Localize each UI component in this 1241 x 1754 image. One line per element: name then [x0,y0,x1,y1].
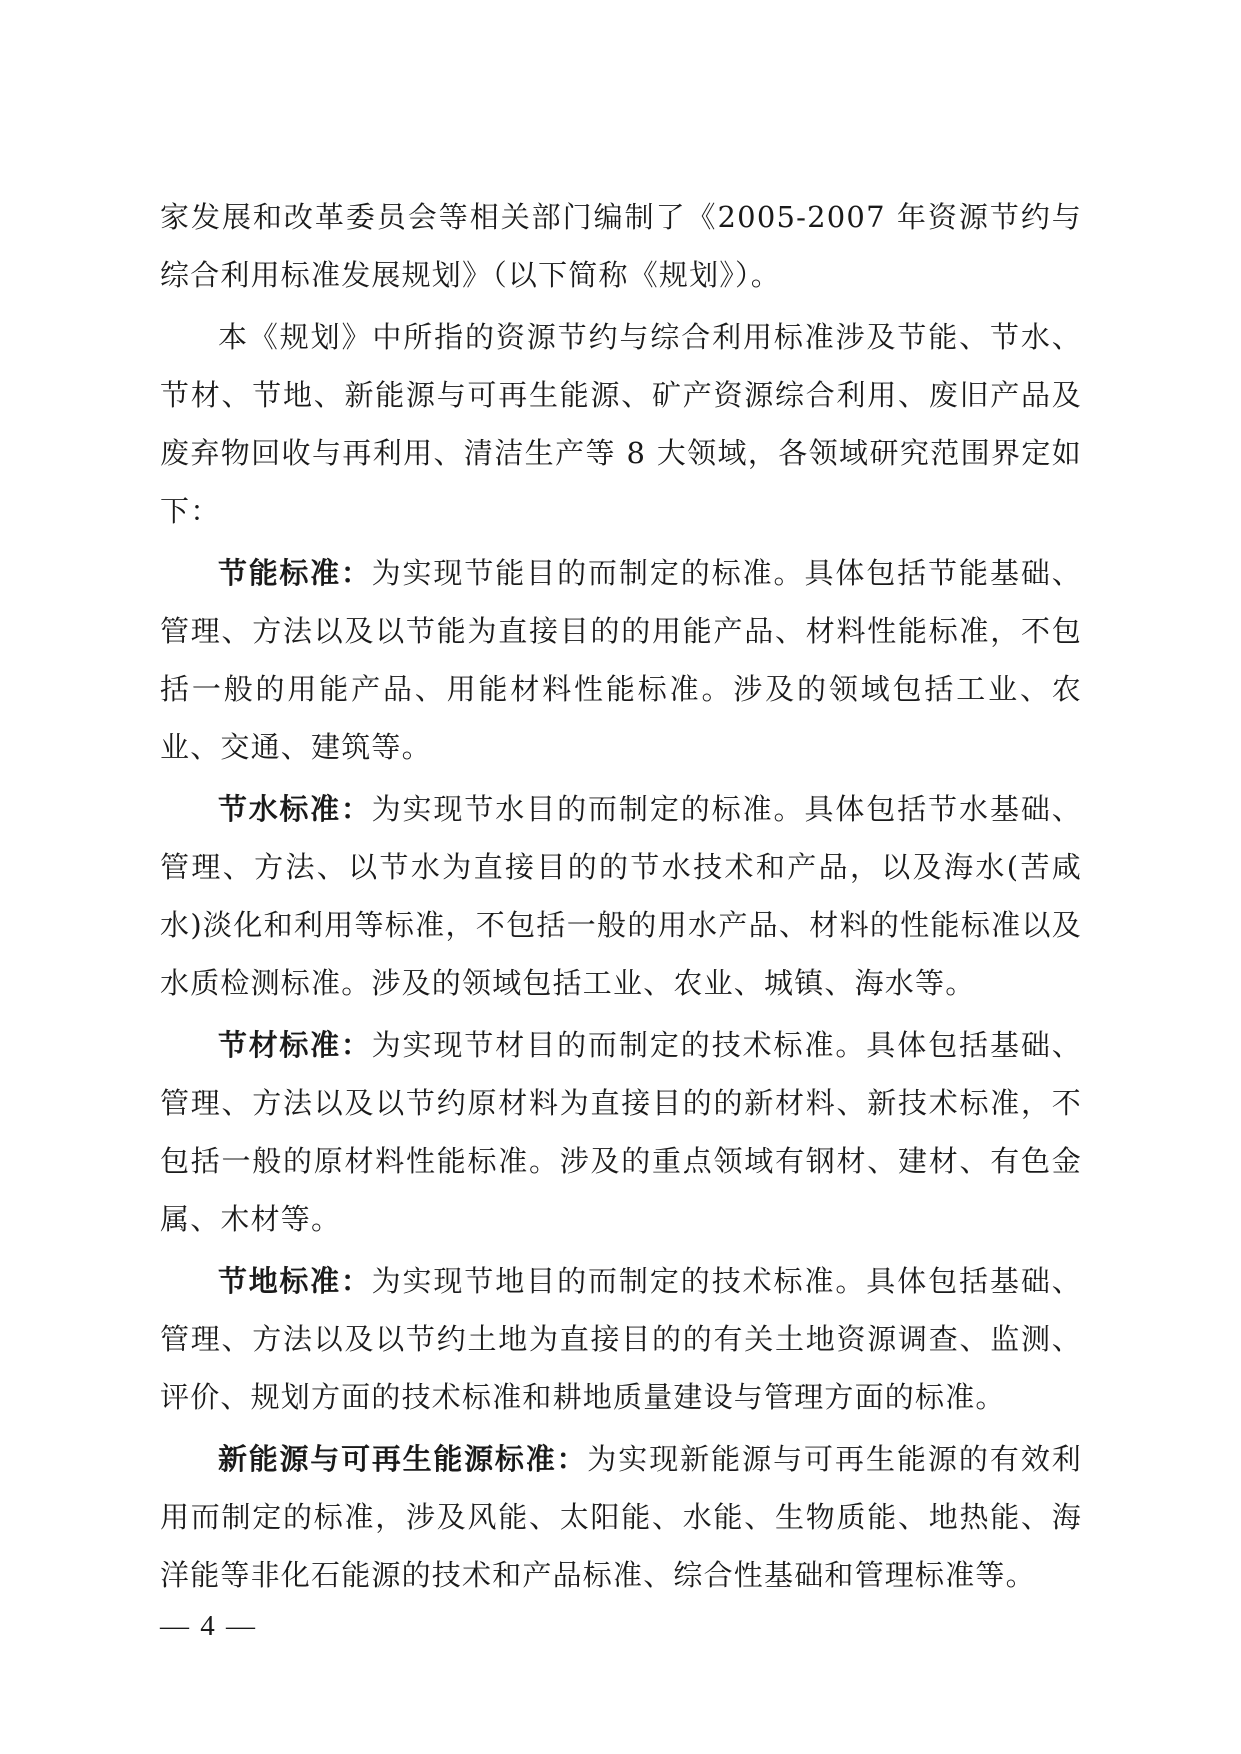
paragraph-text: 为实现节水目的而制定的标准。具体包括节水基础、管理、方法、以节水为直接目的的节水技术和产品，以及海水(苦咸水)淡化和利用等标准，不包括一般的用水产品、材料的性能标准以及水质检测标准。涉及的领域包括工业、农业、城镇、海水等。 [160,792,1082,1000]
paragraph-text: 为实现节能目的而制定的标准。具体包括节能基础、管理、方法以及以节能为直接目的的用能产品、材料性能标准，不包括一般的用能产品、用能材料性能标准。涉及的领域包括工业、农业、交通、建筑等。 [160,556,1082,764]
paragraph-continuation [160,188,1082,304]
paragraph-energy-saving [160,544,1082,776]
paragraph-scope [160,308,1082,540]
body-text [160,188,1082,1604]
paragraph-text: 为实现节材目的而制定的技术标准。具体包括基础、管理、方法以及以节约原材料为直接目的的新材料、新技术标准，不包括一般的原材料性能标准。涉及的重点领域有钢材、建材、有色金属、木材等。 [160,1028,1082,1236]
term-heading: 新能源与可再生能源标准： [218,1442,588,1476]
paragraph-text: 本《规划》中所指的资源节约与综合利用标准涉及节能、节水、节材、节地、新能源与可再生能源、矿产资源综合利用、废旧产品及废弃物回收与再利用、清洁生产等 8 大领域，各领域研究范围界定如下： [160,320,1082,528]
term-heading: 节材标准： [218,1028,372,1062]
paragraph-water-saving [160,780,1082,1012]
term-heading: 节地标准： [218,1264,372,1298]
paragraph-text: 为实现新能源与可再生能源的有效利用而制定的标准，涉及风能、太阳能、水能、生物质能、地热能、海洋能等非化石能源的技术和产品标准、综合性基础和管理标准等。 [160,1442,1082,1592]
paragraph-material-saving [160,1016,1082,1248]
paragraph-land-saving [160,1252,1082,1426]
paragraph-text: 家发展和改革委员会等相关部门编制了《2005-2007 年资源节约与综合利用标准发展规划》（以下简称《规划》）。 [160,200,1082,292]
term-heading: 节水标准： [218,792,372,826]
paragraph-text: 为实现节地目的而制定的技术标准。具体包括基础、管理、方法以及以节约土地为直接目的的有关土地资源调查、监测、评价、规划方面的技术标准和耕地质量建设与管理方面的标准。 [160,1264,1082,1414]
term-heading: 节能标准： [218,556,372,590]
page-number: — 4 — [160,1610,257,1642]
paragraph-renewable-energy [160,1430,1082,1604]
